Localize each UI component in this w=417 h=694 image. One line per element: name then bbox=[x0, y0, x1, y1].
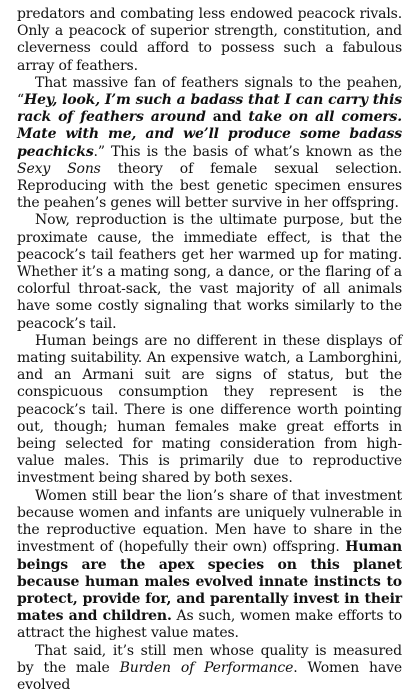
paragraph-5-text-b: As such, women make efforts to attract the highest value mates. bbox=[17, 608, 402, 642]
paragraph-4 bbox=[17, 333, 402, 488]
paragraph-2-text-a: That massive fan of feathers signals to the peahen, “ bbox=[17, 74, 402, 109]
paragraph-5-text-a: Women still bear the lion’s share of that investment because women and infants are uniquely vulnerable in the reproductive equation. Men have to share in the investment of (hopefully their own) offspring. bbox=[17, 487, 402, 556]
paragraph-6-text-a: That said, it’s still men whose quality is measured by the male bbox=[17, 642, 402, 676]
paragraph-4-text: Human beings are no different in these displays of mating suitability. An expensive watch, a Lamborghini, and an Armani suit are signs of status, but the conspicuous consumption they represent is the peacock’s tail. There is one difference worth pointing out, though; human females make great efforts in being selected for mating consideration from high-value males. This is primarily due to reproductive investment being shared by both sexes. bbox=[17, 332, 402, 487]
paragraph-3-text: Now, reproduction is the ultimate purpose, but the proximate cause, the immediate effect, is that the peacock’s tail feathers get her warmed up for mating. Whether it’s a mating song, a dance, or the flaring of a colorful throat-sack, the vast majority of all animals have some costly signaling that works similarly to the peacock’s tail. bbox=[17, 212, 402, 332]
paragraph-2-quote-bold-and: and bbox=[205, 109, 249, 126]
paragraph-1 bbox=[17, 6, 402, 75]
paragraph-5-bold-statement: Human beings are the apex species on this planet because human males evolved innate instincts to protect, provide for, and parentally invest in their mates and children. bbox=[17, 539, 402, 625]
paragraph-2-sexy-sons-term: Sexy Sons bbox=[17, 160, 101, 177]
paragraph-3 bbox=[17, 212, 402, 332]
paragraph-2-text-c: theory of female sexual selection. Reproducing with the best genetic specimen ensures the peahen’s genes will better survive in her offspring. bbox=[17, 160, 402, 212]
document-page bbox=[17, 6, 402, 694]
paragraph-6-text-b: . Women have evolved bbox=[17, 659, 402, 693]
paragraph-2-quote-bold-italic-b: take on all comers. Mate with me, and we’ll produce some badass peachicks bbox=[17, 109, 403, 160]
paragraph-6-burden-term: Burden of Performance bbox=[119, 659, 294, 676]
paragraph-2 bbox=[17, 75, 402, 213]
paragraph-5 bbox=[17, 488, 402, 643]
paragraph-2-text-b: .” This is the basis of what’s known as the bbox=[93, 143, 402, 160]
paragraph-1-text: predators and combating less endowed peacock rivals. Only a peacock of superior strength, constitution, and cleverness could afford to possess such a fabulous array of feathers. bbox=[17, 6, 402, 74]
paragraph-6 bbox=[17, 643, 402, 694]
paragraph-2-quote-bold-italic-a: Hey, look, I’m such a badass that I can carry this rack of feathers around bbox=[17, 92, 402, 126]
